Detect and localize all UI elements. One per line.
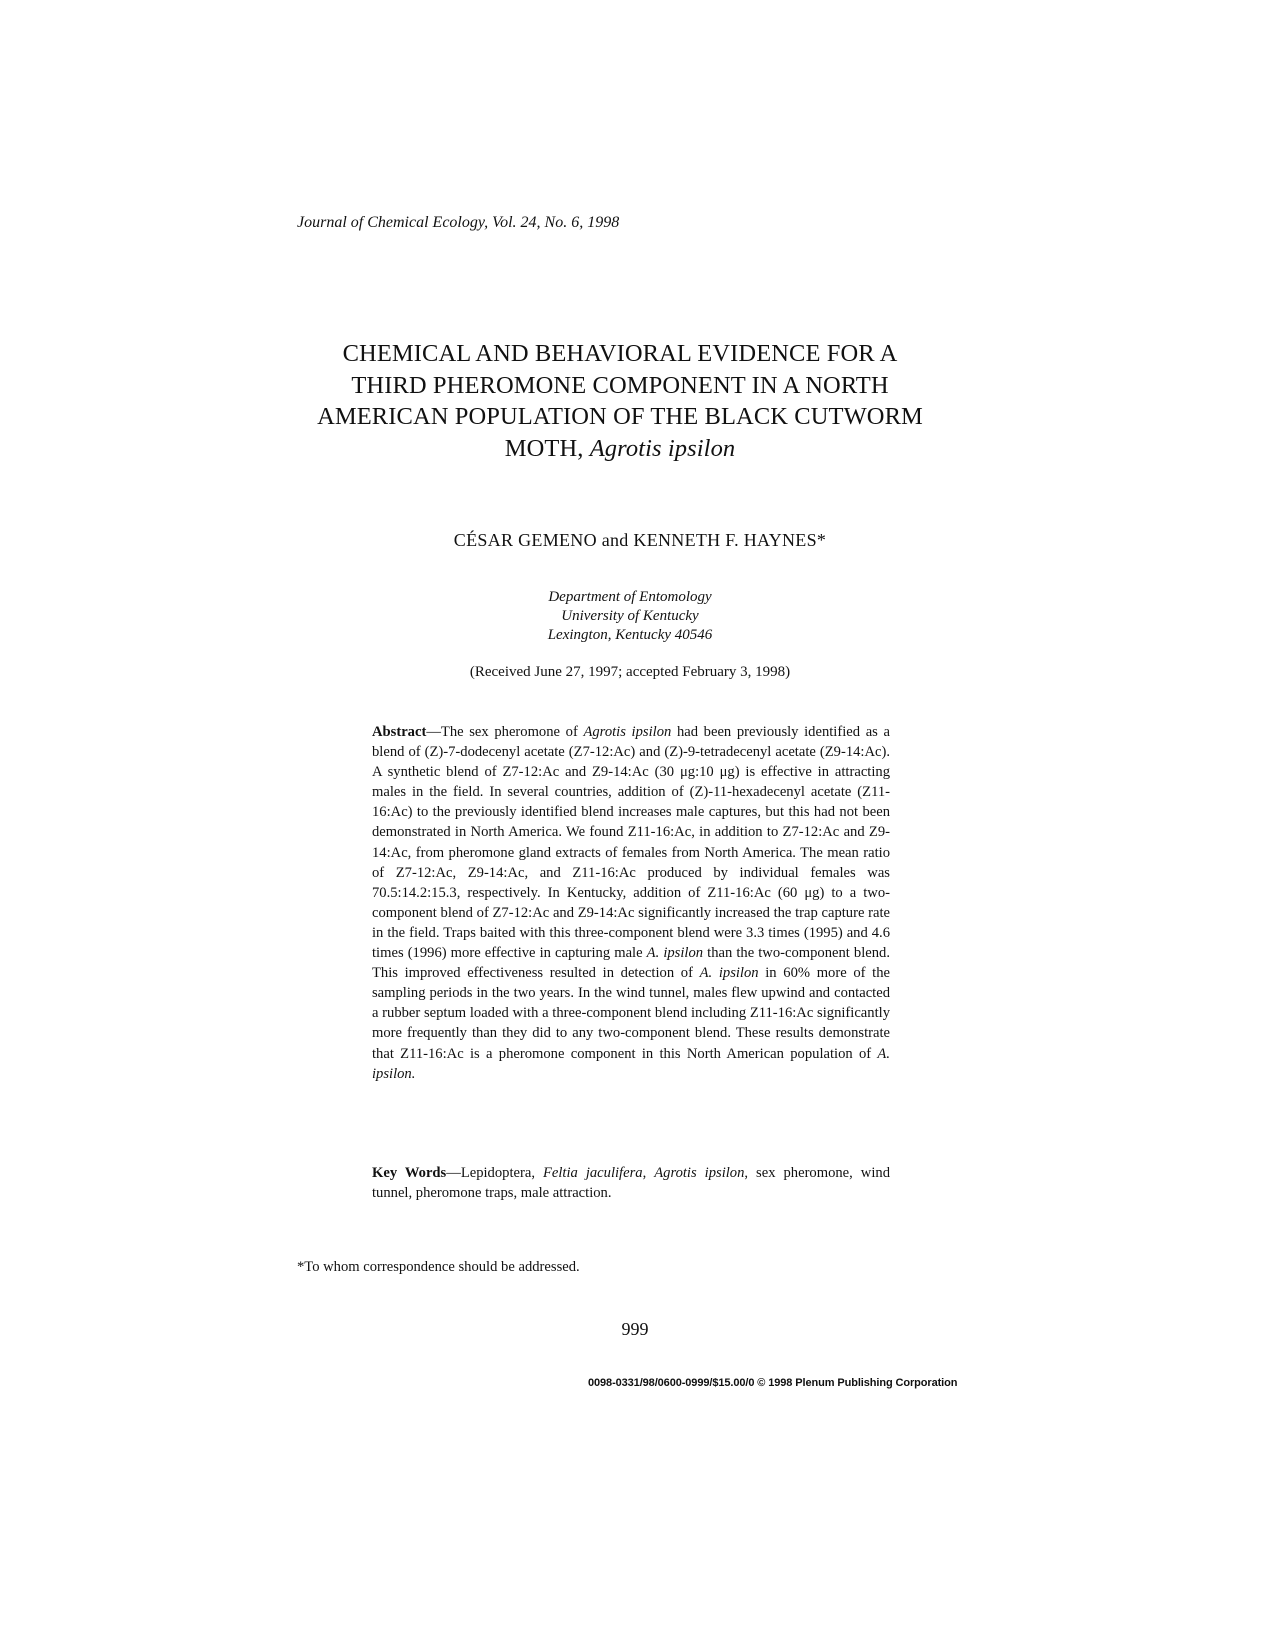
abstract bbox=[372, 722, 890, 1084]
title-line-1: CHEMICAL AND BEHAVIORAL EVIDENCE FOR A bbox=[342, 340, 898, 367]
abstract-text-2: had been previously identified as a blend of (Z)-7-dodecenyl acetate (Z7-12:Ac) and (Z)-9-tetradecenyl acetate (Z9-14:Ac). A synthetic blend of Z7-12:Ac and Z9-14:Ac (30 μg:10 μg) is effective in attracting males in the field. In several countries, addition of (Z)-11-hexadecenyl acetate (Z11-16:Ac) to the previously identified blend increases male captures, but this had not been demonstrated in North America. We found Z11-16:Ac, in addition to Z7-12:Ac and Z9-14:Ac, from pheromone gland extracts of females from North America. The mean ratio of Z7-12:Ac, Z9-14:Ac, and Z11-16:Ac produced by individual females was 70.5:14.2:15.3, respectively. In Kentucky, addition of Z11-16:Ac (60 μg) to a two-component blend of Z7-12:Ac and Z9-14:Ac significantly increased the trap capture rate in the field. Traps baited with this three-component blend were 3.3 times (1995) and 4.6 times (1996) more effective in capturing male bbox=[372, 724, 890, 962]
author-list: CÉSAR GEMENO and KENNETH F. HAYNES* bbox=[453, 530, 827, 550]
paper-title bbox=[270, 338, 970, 464]
keywords-text-1: —Lepidoptera, bbox=[446, 1165, 543, 1181]
keyword-agrotis: Agrotis ipsilon bbox=[654, 1165, 745, 1181]
journal-citation: Journal of Chemical Ecology, Vol. 24, No. 6, 1998 bbox=[297, 214, 620, 231]
title-line-3: AMERICAN POPULATION OF THE BLACK CUTWORM bbox=[317, 403, 923, 430]
abstract-species-3: A. ipsilon bbox=[699, 965, 759, 982]
abstract-text-4: in 60% more of the sampling periods in the two years. In the wind tunnel, males flew upwind and contacted a rubber septum loaded with a three-component blend including Z11-16:Ac significantly more frequently than they did to any two-component blend. These results demonstrate that Z11-16:Ac is a pheromone component in this North American population of bbox=[372, 965, 890, 1062]
abstract-text-3: than the two-component blend. This improved effectiveness resulted in detection of bbox=[372, 945, 891, 982]
abstract-text-1: —The sex pheromone of bbox=[426, 724, 584, 740]
title-moth-prefix: MOTH, bbox=[504, 434, 590, 462]
keywords-text-2: , sex pheromone, wind tunnel, pheromone traps, male attraction. bbox=[372, 1165, 890, 1202]
affiliation-university: University of Kentucky bbox=[561, 608, 699, 624]
abstract-species-1: Agrotis ipsilon bbox=[583, 724, 672, 740]
title-line-4 bbox=[270, 433, 970, 465]
abstract-species-4: A. ipsilon. bbox=[372, 1045, 890, 1082]
title-species-name: Agrotis ipsilon bbox=[589, 434, 736, 462]
keywords-label: Key Words bbox=[372, 1165, 447, 1181]
keywords-sep: , bbox=[642, 1165, 655, 1181]
received-dates: (Received June 27, 1997; accepted February 3, 1998) bbox=[469, 664, 791, 680]
affiliation bbox=[370, 588, 890, 645]
page-number: 999 bbox=[621, 1319, 649, 1339]
affiliation-city: Lexington, Kentucky 40546 bbox=[547, 627, 713, 643]
keywords bbox=[372, 1163, 890, 1203]
abstract-species-2: A. ipsilon bbox=[646, 945, 704, 962]
correspondence-footnote: *To whom correspondence should be addressed. bbox=[297, 1259, 580, 1275]
affiliation-department: Department of Entomology bbox=[548, 589, 712, 605]
copyright-line: 0098-0331/98/0600-0999/$15.00/0 © 1998 Plenum Publishing Corporation bbox=[588, 1377, 958, 1389]
title-line-2: THIRD PHEROMONE COMPONENT IN A NORTH bbox=[351, 371, 889, 399]
abstract-label: Abstract bbox=[372, 724, 427, 740]
keyword-feltia: Feltia jaculifera bbox=[542, 1165, 643, 1181]
